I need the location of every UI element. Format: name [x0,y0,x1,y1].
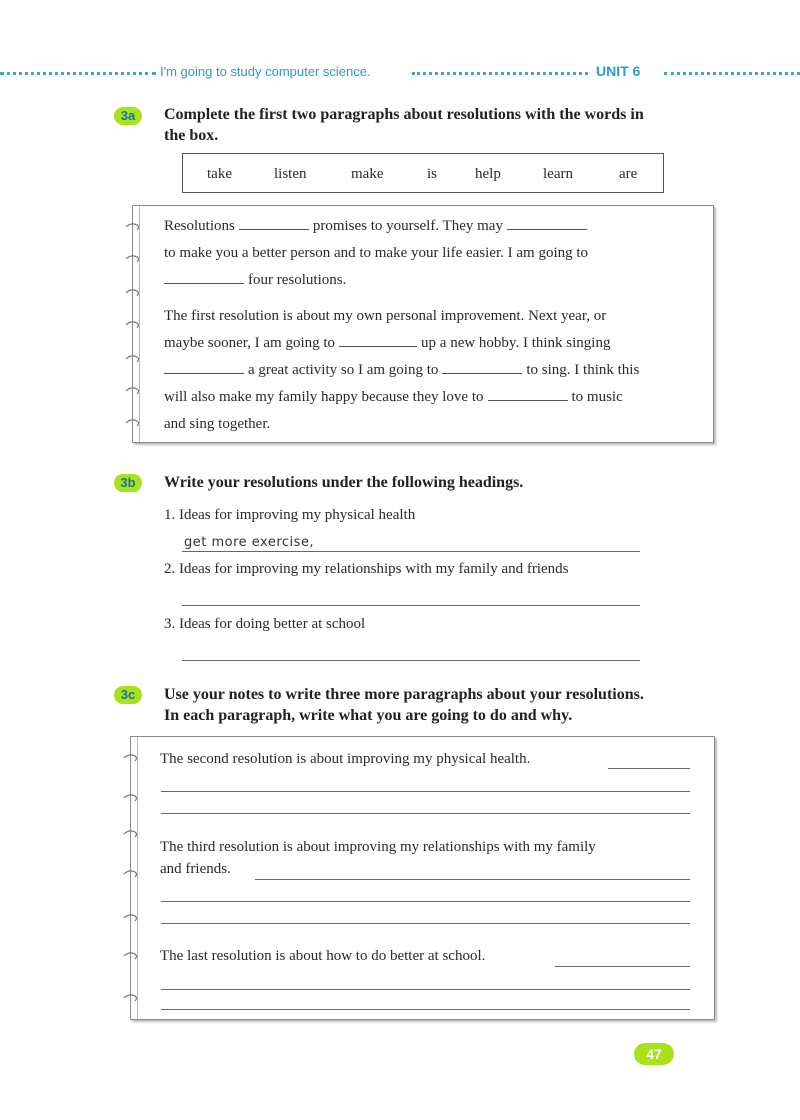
heading-school: 3. Ideas for doing better at school [164,616,366,632]
writing-line[interactable] [161,901,690,902]
paragraph-2-line-1: The first resolution is about my own personal improvement. Next year, or [164,308,607,324]
binder-ring-icon [125,418,143,428]
answer-blank[interactable] [488,399,568,401]
binder-ring-icon [123,993,141,1003]
word-take: take [207,166,232,182]
binder-ring-icon [125,320,143,330]
writing-line[interactable] [608,768,690,769]
header-dots-left [0,72,156,75]
exercise-3b-instruction: Write your resolutions under the following headings. [164,474,524,491]
word-box [182,153,664,193]
exercise-3c-instruction: Use your notes to write three more paragraphs about your resolutions. In each paragraph, write what you are going to do and why. [164,686,644,724]
paragraph-2-line-3: a great activity so I am going to to sing. I think this [164,362,639,379]
writing-line[interactable] [182,660,640,661]
writing-line[interactable] [161,989,690,990]
binder-ring-icon [123,869,141,879]
paragraph-1-line-2: to make you a better person and to make your life easier. I am going to [164,245,589,261]
paragraph-relationships-line-2: and friends. [160,861,231,877]
header-dots-right [664,72,800,75]
writing-line[interactable] [182,605,640,606]
answer-blank[interactable] [339,345,417,347]
binder-ring-icon [123,753,141,763]
paragraph-2-line-4: will also make my family happy because they love to to music [164,389,623,405]
exercise-3b-badge: 3b [114,474,142,492]
binder-ring-icon [125,288,143,298]
notebook-paper-3a [132,205,714,443]
binder-ring-icon [125,386,143,396]
unit-label: UNIT 6 [596,63,641,79]
word-is: is [427,166,438,182]
answer-blank[interactable] [164,282,244,284]
answer-blank[interactable] [239,228,309,230]
binder-ring-icon [125,222,143,232]
writing-line[interactable] [161,1009,690,1010]
binder-ring-icon [123,793,141,803]
header-dots-middle [412,72,588,75]
binder-ring-icon [125,354,143,364]
binder-ring-icon [123,951,141,961]
exercise-3a-instruction: Complete the first two paragraphs about resolutions with the words in the box. [164,106,644,144]
writing-line[interactable] [161,791,690,792]
example-answer: get more exercise, [184,535,315,550]
header-title: I'm going to study computer science. [160,64,371,79]
word-learn: learn [543,166,573,182]
paragraph-relationships-line-1: The third resolution is about improving my relationships with my family [160,839,596,855]
word-help: help [475,166,501,182]
heading-physical-health: 1. Ideas for improving my physical health [164,507,416,523]
binder-ring-icon [123,829,141,839]
heading-relationships: 2. Ideas for improving my relationships with my family and friends [164,561,569,577]
answer-blank[interactable] [442,372,522,374]
paragraph-school: The last resolution is about how to do better at school. [160,948,486,964]
paragraph-2-line-5: and sing together. [164,416,271,432]
writing-line[interactable] [161,813,690,814]
exercise-3a-badge: 3a [114,107,142,125]
paragraph-1-line-3: four resolutions. [164,272,346,289]
paragraph-2-line-2: maybe sooner, I am going to up a new hobby. I think singing [164,335,611,351]
paragraph-physical-health: The second resolution is about improving my physical health. [160,751,531,767]
page-number: 47 [634,1043,674,1065]
answer-blank[interactable] [507,228,587,230]
writing-line[interactable] [555,966,690,967]
binder-ring-icon [123,913,141,923]
exercise-3c-badge: 3c [114,686,142,704]
paragraph-1-line-1: Resolutions promises to yourself. They may [164,218,591,235]
word-listen: listen [274,166,307,182]
binder-ring-icon [125,254,143,264]
word-are: are [619,166,638,182]
answer-blank[interactable] [164,372,244,374]
notebook-paper-3c [130,736,715,1020]
word-make: make [351,166,384,182]
writing-line[interactable] [255,879,690,880]
writing-line[interactable] [161,923,690,924]
writing-line[interactable] [182,551,640,552]
